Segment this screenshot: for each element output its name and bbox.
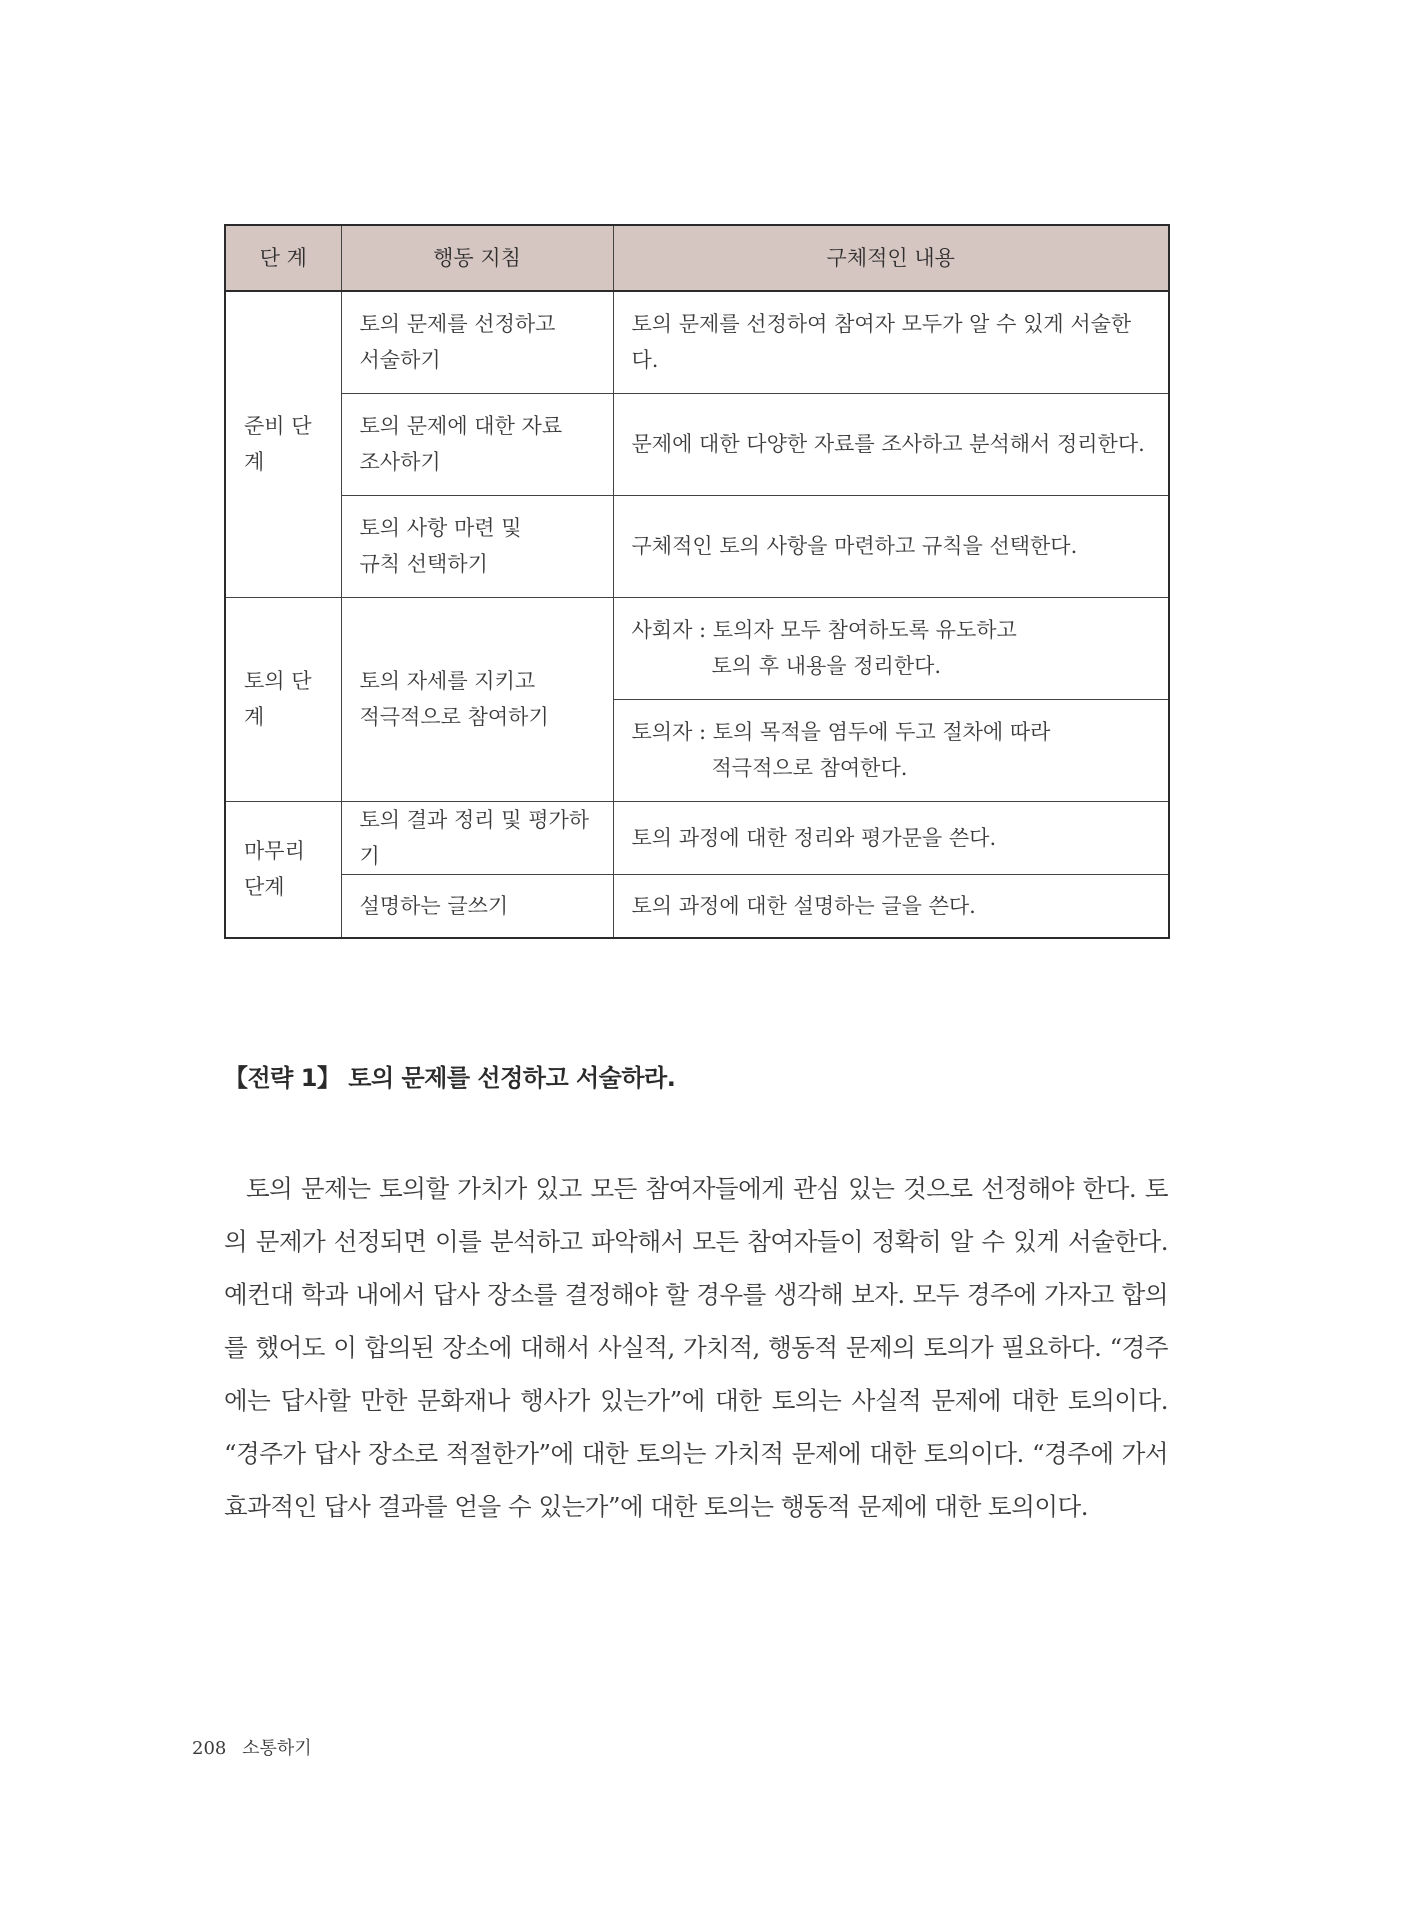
content-cell: 토의 문제를 선정하여 참여자 모두가 알 수 있게 서술한다.	[613, 291, 1169, 393]
stage-discussion: 토의 단계	[225, 597, 341, 801]
header-stage: 단 계	[225, 225, 341, 291]
guide-line: 조사하기	[359, 450, 441, 474]
page-number: 208	[192, 1738, 227, 1759]
content-cell: 토의 과정에 대한 설명하는 글을 쓴다.	[613, 874, 1169, 938]
table-row	[225, 393, 1169, 495]
guide-line: 토의 사항 마련 및	[359, 516, 522, 540]
content-cell-participant	[613, 699, 1169, 801]
stage-prep: 준비 단계	[225, 291, 341, 597]
guide-cell: 토의 결과 정리 및 평가하기	[341, 801, 613, 874]
content-line: 토의자 : 토의 목적을 염두에 두고 절차에 따라	[631, 720, 1051, 744]
stage-closing: 마무리 단계	[225, 801, 341, 938]
guide-line: 토의 자세를 지키고	[359, 669, 536, 693]
guide-line: 규칙 선택하기	[359, 552, 488, 576]
guide-line: 서술하기	[359, 348, 441, 373]
guide-cell	[341, 393, 613, 495]
guide-cell	[341, 291, 613, 393]
content-line: 사회자 : 토의자 모두 참여하도록 유도하고	[631, 618, 1017, 642]
guide-cell	[341, 597, 613, 801]
section-heading: 【전략 1】 토의 문제를 선정하고 서술하라.	[224, 1064, 676, 1092]
table-header-row	[225, 225, 1169, 291]
guide-cell: 설명하는 글쓰기	[341, 874, 613, 938]
header-guide: 행동 지침	[341, 225, 613, 291]
guide-cell	[341, 495, 613, 597]
guide-line: 토의 문제에 대한 자료	[359, 414, 563, 438]
guideline-table	[224, 224, 1170, 939]
content-cell: 문제에 대한 다양한 자료를 조사하고 분석해서 정리한다.	[613, 393, 1169, 495]
content-line: 적극적으로 참여한다.	[711, 756, 908, 780]
content-cell: 구체적인 토의 사항을 마련하고 규칙을 선택한다.	[613, 495, 1169, 597]
content-cell: 토의 과정에 대한 정리와 평가문을 쓴다.	[613, 801, 1169, 874]
header-content: 구체적인 내용	[613, 225, 1169, 291]
book-title: 소통하기	[242, 1738, 312, 1759]
guide-line: 적극적으로 참여하기	[359, 705, 549, 729]
guide-line: 토의 문제를 선정하고	[359, 312, 556, 337]
table-row	[225, 801, 1169, 874]
content-line: 토의 후 내용을 정리한다.	[711, 654, 942, 678]
table-row	[225, 597, 1169, 699]
guideline-table-container	[224, 224, 1168, 939]
table-row	[225, 874, 1169, 938]
body-paragraph: 토의 문제는 토의할 가치가 있고 모든 참여자들에게 관심 있는 것으로 선정해야 한다. 토의 문제가 선정되면 이를 분석하고 파악해서 모든 참여자들이 정확히 알 수 있게 서술한다. 예컨대 학과 내에서 답사 장소를 결정해야 할 경우를 생각해 보자. 모두 경주에 가자고 합의를 했어도 이 합의된 장소에 대해서 사실적, 가치적, 행동적 문제의 토의가 필요하다. “경주에는 답사할 만한 문화재나 행사가 있는가”에 대한 토의는 사실적 문제에 대한 토의이다. “경주가 답사 장소로 적절한가”에 대한 토의는 가치적 문제에 대한 토의이다. “경주에 가서 효과적인 답사 결과를 얻을 수 있는가”에 대한 토의는 행동적 문제에 대한 토의이다.	[224, 1174, 1168, 1521]
page-footer	[192, 1734, 312, 1760]
table-row	[225, 291, 1169, 393]
content-cell-moderator	[613, 597, 1169, 699]
table-row	[225, 495, 1169, 597]
